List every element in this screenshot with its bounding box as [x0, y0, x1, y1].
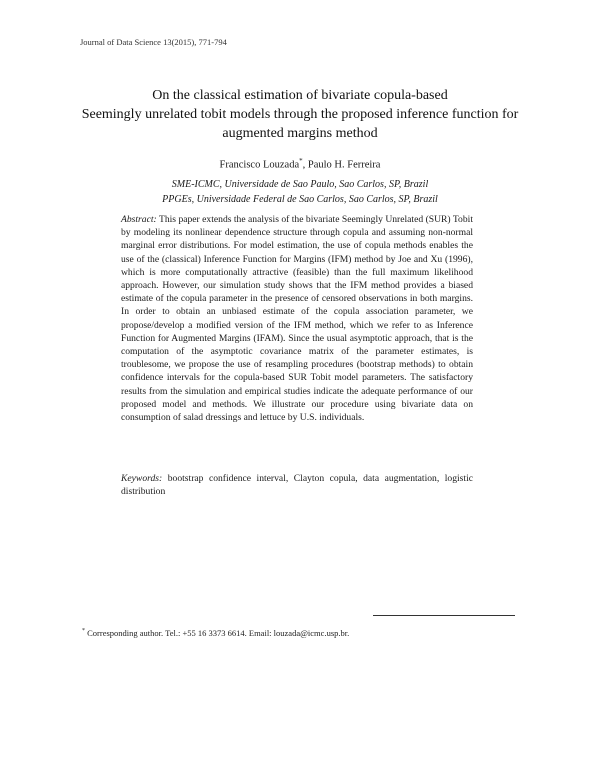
title-line: On the classical estimation of bivariate copula-based [152, 88, 448, 103]
affiliation: PPGEs, Universidade Federal de Sao Carlos, Sao Carlos, SP, Brazil [162, 194, 438, 205]
keywords-label: Keywords: [121, 473, 163, 484]
footnote [82, 628, 349, 638]
author-name: , Paulo H. Ferreira [302, 159, 381, 171]
keywords [121, 472, 473, 498]
paper-title [60, 86, 540, 143]
keywords-text: bootstrap confidence interval, Clayton copula, data augmentation, logistic distribution [121, 473, 473, 498]
title-line: augmented margins method [222, 126, 378, 141]
corresponding-mark: * [299, 157, 303, 165]
abstract-text: This paper extends the analysis of the bivariate Seemingly Unrelated (SUR) Tobit by modeling its nonlinear dependence structure through copula and assuming non-normal marginal error distributions. For model estimation, the use of copula methods enables the use of the (classical) Inference Function for Margins (IFM) method by Joe and Xu (1996), which is more computationally attractive (feasible) than the full maximum likelihood approach. However, our simulation study shows that the IFM method provides a biased estimate of the copula parameter in the presence of censored observations in both margins. In order to obtain an unbiased estimate of the copula association parameter, we propose/develop a modified version of the IFM method, which we refer to as Inference Function for Augmented Margins (IFAM). Since the usual asymptotic approach, that is the computation of the asymptotic covariance matrix of the parameter estimates, is troublesome, we propose the use of resampling procedures (bootstrap methods) to obtain confidence intervals for the copula-based SUR Tobit model parameters. The satisfactory results from the simulation and empirical studies indicate the adequate performance of our proposed model and methods. We illustrate our procedure using bivariate data on consumption of salad dressings and lettuce by U.S. individuals. [121, 214, 473, 424]
abstract [121, 213, 473, 424]
footnote-text: Corresponding author. Tel.: +55 16 3373 6614. Email: louzada@icmc.usp.br. [85, 628, 350, 638]
author-list [0, 157, 600, 171]
footnote-mark: * [82, 628, 85, 635]
journal-header: Journal of Data Science 13(2015), 771-794 [80, 37, 227, 47]
author-name: Francisco Louzada [219, 159, 300, 171]
affiliation: SME-ICMC, Universidade de Sao Paulo, Sao Carlos, SP, Brazil [171, 179, 429, 190]
abstract-label: Abstract: [121, 214, 157, 225]
title-line: Seemingly unrelated tobit models through the proposed inference function for [81, 107, 519, 122]
footnote-divider [373, 615, 515, 616]
